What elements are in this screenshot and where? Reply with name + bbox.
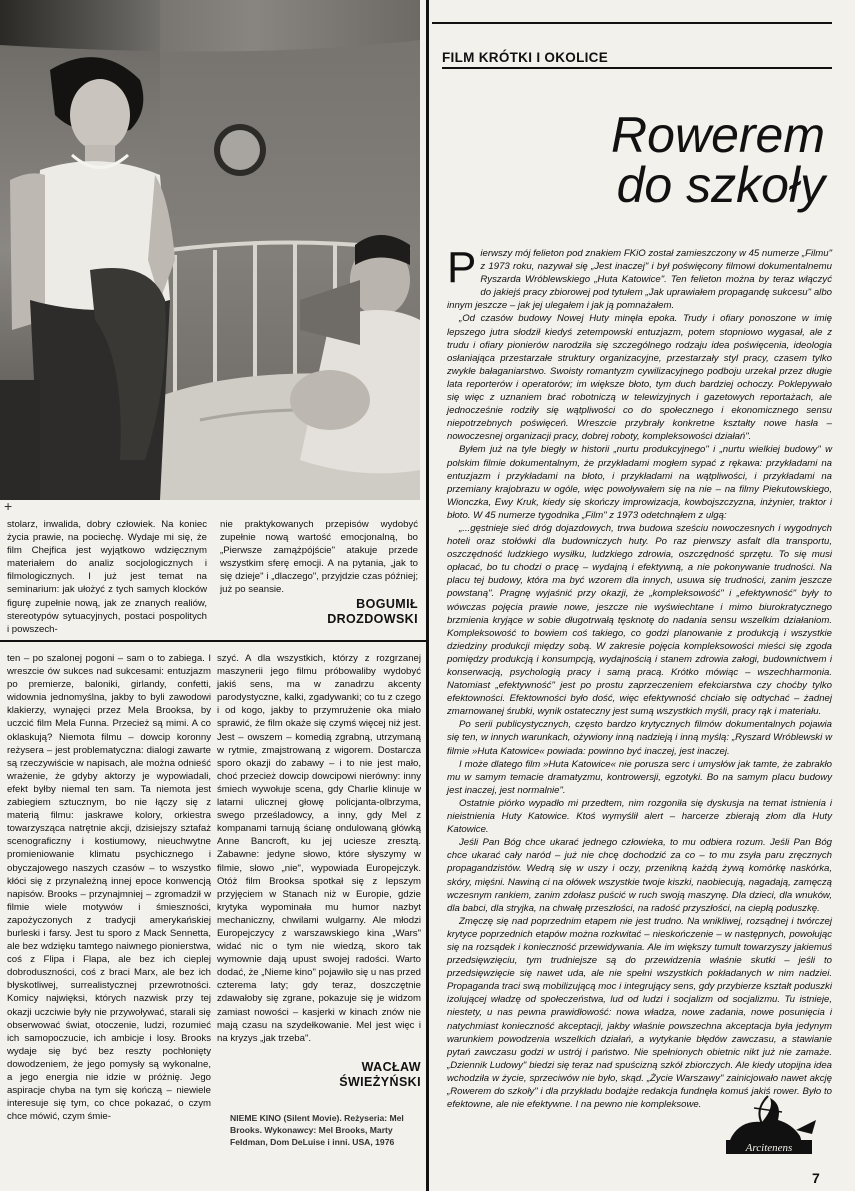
section-label: FILM KRÓTKI I OKOLICE (442, 50, 832, 69)
review1-column-2 (220, 518, 418, 597)
margin-mark: + (4, 498, 13, 514)
review2-signature (235, 1060, 421, 1090)
article-paragraph: Zmęczę się nad poprzednim etapem nie jest trudno. Na wnikliwej, rozsądnej i twórczej krytyce poprzednich etapów można rozkwitać – nieskończenie – w następnych, powołując się na rozsądek i konieczność przewidywania. Ale im większy tumult towarzyszy jakiemuś przedsięwzięciu, tym trudniejsze są do przewidzenia właśnie skutki – jeśli to przedsięwzięcie się nawet uda, ale nie spełni wszystkich pokładanych w nim nadziei. Propaganda traci swą mobilizującą moc i integrujący sens, gdy przybierze kształt poduszki izolującej władzę od społeczeństwa, lud od ludzi i socjalizm od socjalizmu. Tu istnieje, niestety, u nas pewna prawidłowość: nowa władza, nowe zadania, nowe posunięcia i natychmiast konieczność akceptacji, jakby właśnie powszechna akceptacja była jedynym warunkiem powodzenia wszelkich działań, a wytykanie błędów zawczasu, a stawianie pytań zawczasu godzi w ustrój i państwo. Nie spełnionych obietnic nikt już nie zamaże. „Dziennik Ludowy" biedzi się teraz nad spuścizną szkół zbiorczych. Ale kiedy utopijna idea wchodziła w życie, sprzeciwów nie było, skąd. „Życie Warszawy" zainicjowało nawet akcję „Rowerem do szkoły" i dla przykładu bodajże redakcja fundnęła komuś jakiś rower. Było to efektowne, ale nie efektywne. I na pewno nie kompleksowe. (447, 915, 832, 1111)
article-paragraph: Ostatnie piórko wypadło mi przedtem, nim rozgoniła się dyskusja na temat istnienia i nieistnienia Huty Katowice. Ktoś wymyślił alert – harcerze zbierają złom dla Huty Katowice. (447, 797, 832, 836)
review1-col1-text: stolarz, inwalida, dobry człowiek. Na koniec życia prawie, na pociechę. Wydaje mi się, że film Chejfica jest wyjątkowo wdzięcznym materiałem do analiz socjologicznych i filmologicznych. I już jest temat na seminarium: jak ułożyć z tych samych klocków figurę zupełnie nową, jak ze znanych realiów, stereotypów sytuacyjnych, postaci pospolitych i powszech- (7, 519, 207, 635)
review2-col2-text: szyć. A dla wszystkich, którzy z rozgrzanej maszynerii jego filmu próbowaliby wydobyć jakiś sens, ma w zanadrzu akcenty parodystyczne, kalki, zgadywanki; co tu z czego i od kogo, jakby to przymrużenie oka miało sprawić, że film okaże się czymś więcej niż jest. Jest – owszem – komedią zgrabną, utrzymaną w rytmie, zmajstrowaną z wigorem. Dostarcza sporo okazji do zabawy – i to nie jest mało, choć przecież dowcip dowcipowi nierówny: inny śmiech wywołuje scena, gdy Charlie klinuje w latarni ulicznej głowę policjanta-olbrzyma, swego prześladowcy, a inny, gdy Mel z kompanami tarnują ścianę ondulowaną główką Anne Bancroft, ku jej uciesze zresztą. Zabawne: jedyne słowo, które słyszymy w filmie, słowo „nie", wypowiada Europejczyk. Otóż film Brooksa spotkał się z lepszym przyjęciem w Stanach niż w Europie, gdzie krytyka wypominała mu humor nazbyt mechaniczny, chwilami wulgarny. Ale młodzi Europejczycy z warszawskiego kina „Wars" widać nic o tym nie wiedzą, skoro tak wymownie dają upust swojej radości. Warto dodać, że „Nieme kino" pojawiło się u nas przed czterema laty; gdy teraz, doszczętnie zdawałoby się zgrane, pokazuje się je widzom zamiast nowości – kasjerki w kinach znów nie mają czasu na szydełkowanie. Mel jest więc i na kryzys „jak trzeba". (217, 653, 421, 1044)
title-line-2: do szkoły (616, 157, 825, 213)
logo-caption: Arcitenens (745, 1142, 793, 1154)
article-paragraph: „...gęstnieje sieć dróg dojazdowych, trwa budowa sześciu nowoczesnych i wygodnych hoteli oraz stołówki dla budowniczych huty. Po raz pierwszy asfalt dla transportu, oszczędność ludzkiego wysiłku, ludzkiego zdrowia, oszczędność sprzętu. To się musi opłacać, bo tu chodzi o pracę – wydajną i efektywną, a nie pokonywanie trudności. Na placu tej budowy, która ma być wzorem dla innych, usuwa się trudności, zanim jeszcze powstaną". Pragnę wyjaśnić przy okazji, że „kompleksowość" i „efektywność" były to wówczas pojęcia prawie nowe, jeszcze nie wyświechtane i mimo biurokratycznego brzmienia kryjące w sobie długotrwałą tęsknotę do nadania sensu wszelkim działaniom. Kompleksowość to bowiem coś takiego, co godzi planowanie z produkcją i wszystkie dziedziny produkcji między sobą. W zakresie pojęcia kompleksowości mieści się zgoda pomiędzy produkcją i konsumpcją, wydajnością i stanem zdrowia załogi, budownictwem i konserwacją, psychologią pracy i samą pracą. Krótko mówiąc – wszechharmonia. Natomiast „efektywność" jest po prostu zaprzeczeniem efekciarstwa czy choćby tylko efektowności. Efektowności było dość, więc efektywność chciało się odtychać – żadnej zmarnowanej śrubki, wynik ostateczny jest sumą wszystkich myśli, pracy rąk i materiału. (447, 522, 832, 718)
film-still-photo (0, 0, 420, 500)
review1-signature-first: BOGUMIŁ (356, 597, 418, 611)
article-paragraph: Byłem już na tyle biegły w historii „nurtu produkcyjnego" i „nurtu wielkiej budowy" w polskim filmie dokumentalnym, że przykładami mogłem sypać z rękawa: przykładami na entuzjazm i przykładami na błoto, i przykładami na wątpliwości, i przykładami na przemiany krajobrazu w ogóle, więc powoływałem się na nie – na filmy Piekutowskiego, Wionczka, Ewy Kruk, kiedy się skończy improwizacja, kowbojszczyzna, inżynier, traktor i błoto. W 45 numerze tygodnika „Film" z 1973 odetchnąłem z ulgą: (447, 444, 832, 521)
drop-cap: P (447, 243, 477, 292)
archer-icon (712, 1090, 822, 1162)
review-divider (0, 640, 426, 642)
review2-column-1 (7, 652, 211, 1123)
article-paragraph: Jeśli Pan Bóg chce ukarać jednego człowieka, to mu odbiera rozum. Jeśli Pan Bóg chce ukarać cały naród – już nie chcę dochodzić za co – to mu zsyła paru zręcznych propagandzistów. Wedrą się w uszy i oczy, przenikną każdą żywą komórkę naskórka, skóry, mięśni. Nawiną ci na ołówek wszystkie twoje kiszki, naobiecują, nagadają, zamęczą wczesnym rankiem, zanim zdołasz puścić w ruch swoją maszynę. Dla dzieci, dla wnuków, dla babci, dla stryjka, na chwałę przeszłości, na radość przyszłości, na ciepłą poduszkę. (447, 837, 832, 914)
article-paragraph: I może dlatego film »Huta Katowice« nie porusza serc i umysłów jak tamte, że zabrakło mu w samym temacie dramatyzmu, kontrowersji, egzotyki. Bo na samym placu budowy jest inaczej, jest normalnie". (447, 758, 832, 796)
title-line-1: Rowerem (611, 107, 825, 163)
sagittarius-logo (712, 1090, 822, 1162)
review2-col1-text: ten – po szalonej pogoni – sam o to zabiega. I wreszcie ów sukces nad sukcesami: entuzjazm po premierze, baloniki, girlandy, confetti, widownia jednomyślna, jakby to byli zawodowi klakierzy, wynajęci przez Mela Brooksa, by uczcić film Mela Funna. Przecież są mimi. A co oklaskują? Niemota filmu – dowcip koronny reżysera – jest problematyczna: dialogi zawarte są rzeczywiście w napisach, ale można odnieść wrażenie, że gdyby aktorzy je wypowiadali, efekt byłby niemal ten sam. Ta niemota jest zabiegiem sztucznym, bo nie łączy się z materią filmu: jaskrawe kolory, orkiestra towarzysząca natrętnie akcji, dzisiejszy sztafaż scenograficzny i kostiumowy, nieuchwytne promieniowanie klimatu psychicznego i obyczajowego naszych czasów – to wszystko kłóci się z przynależną innej epoce konwencją napisów. Brooks – przynajmniej – zgromadził w filmie wiele motywów i śmieszności, zapożyczonych z tradycji amerykańskiej burleski i farsy. Jest tu sporo z Mack Sennetta, ale bez wdzięku tamtego naiwnego pionierstwa, coś z Flipa i Flapa, ale bez ich cieplej dobroduszności, coś z braci Marx, ale bez ich błyskotliwej, surrealistycznej przewrotności. Komicy najwięksi, których nazwisk przy tej okazji uczciwie były nie przywoływać, starali się obserwować świat, otoczenie, ludzi, rozumieć ich samopoczucie, ich ambicje i losy. Brooks wydaje się być bez reszty pochłonięty dowodzeniem, że jego pomysły są wykonalne, a jego energia nie idzie w próżnię. Jego aspiracje chyba na tym się kończą – niewiele interesuje się tym, co chce pokazać, o czym chce mówić, czym śmie- (7, 653, 211, 1123)
review1-signature (240, 597, 418, 627)
review2-signature-last: ŚWIEŻYŃSKI (339, 1075, 421, 1089)
review1-column-1 (7, 518, 207, 636)
review2-signature-first: WACŁAW (361, 1060, 421, 1074)
page-number: 7 (812, 1170, 820, 1186)
review1-col2-text: nie praktykowanych przepisów wydobyć zupełnie nową wartość emocjonalną, bo „Pierwsze zamążpójście" atakuje przede wszystkim sferę emocji. A na pytania, „jak to się dzieje" i „dlaczego", przyjdzie czas później; już po seansie. (220, 519, 418, 596)
article-paragraph: Po serii publicystycznych, często bardzo krytycznych filmów dokumentalnych pojawia się ten, w innych warunkach, ożywiony inną nadzieją i inną myślą: „Ryszard Wróblewski w filmie »Huta Katowice« powiada: powinno być inaczej, jest inaczej. (447, 719, 832, 757)
film-still-illustration (0, 0, 420, 500)
film-credits: NIEME KINO (Silent Movie). Reżyseria: Mel Brooks. Wykonawcy: Mel Brooks, Marty Feldman, Dom DeLuise i inni. USA, 1976 (230, 1113, 404, 1147)
review2-column-2 (217, 652, 421, 1045)
review1-signature-last: DROZDOWSKI (327, 612, 418, 626)
article-title (495, 107, 825, 213)
top-rule (432, 22, 832, 24)
article-paragraph: „Od czasów budowy Nowej Huty minęła epoka. Trudy i ofiary ponoszone w imię lepszego jutra słodził kiedyś zetempowski entuzjazm, potem stopniowo wygasał, ale z trudu i ofiary pionierów narodziła się szczególnego rodzaju idea poświęcenia, ideologia osłaniająca przestarzałe struktury organizacyjne, przestarzały styl pracy, czasem tylko zwykłe bałaganiarstwo. Swoisty romantyzm cywilizacyjnego podboju urzekał przez długie lata reporterów i operatorów; im większe błoto, tym duch bardziej ochoczy. Poklepywało się więc z uznaniem brać robotniczą w telewizyjnych i gazetowych reportażach, ale jednocześnie rodziły się wątpliwości co do społecznego i ekonomicznego sensu niepotrzebnych poświęceń. Wreszcie przybrały konkretne kształty nowe hasła – nowoczesnej organizacji pracy, dobrej roboty, kompleksowości działań". (447, 313, 832, 443)
column-divider (426, 0, 429, 1191)
article-body (447, 243, 832, 1111)
article-paragraph: ierwszy mój felieton pod znakiem FKiO został zamieszczony w 45 numerze „Filmu" z 1973 roku, nazywał się „Jest inaczej" i był poświęcony filmowi dokumentalnemu Ryszarda Wróblewskiego „Huta Katowice". Ten felieton można by teraz włączyć do jakiejś pracy zbiorowej pod tytułem „Jak uprawiałem propagandę sukcesu" albo innym jeszcze – jak jej ulegałem i jak ją pomnażałem. (447, 248, 832, 312)
